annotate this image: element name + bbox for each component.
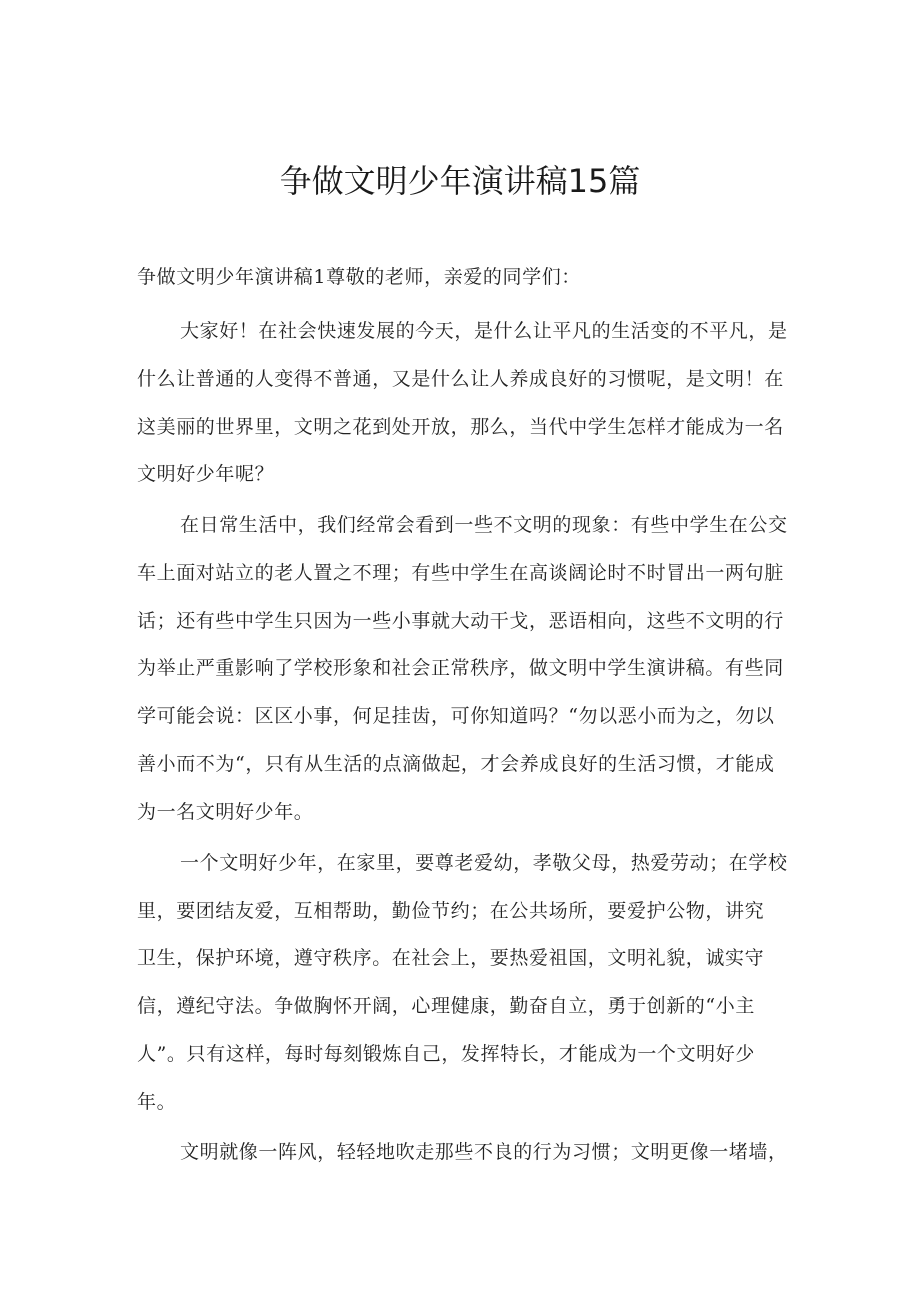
- text-line: 车上面对站立的老人置之不理；有些中学生在高谈阔论时不时冒出一两句脏: [137, 562, 784, 584]
- text-line: 人”。只有这样，每时每刻锻炼自己，发挥特长，才能成为一个文明好少: [137, 1043, 755, 1065]
- text-line: 学可能会说：区区小事，何足挂齿，可你知道吗？“勿以恶小而为之，勿以: [137, 705, 775, 727]
- text-line: 卫生，保护环境，遵守秩序。在社会上，要热爱祖国，文明礼貌，诚实守: [137, 947, 765, 969]
- document-title: 争做文明少年演讲稿15篇: [279, 162, 641, 200]
- text-line: 话；还有些中学生只因为一些小事就大动干戈，恶语相向，这些不文明的行: [137, 610, 784, 632]
- text-line-salutation: 争做文明少年演讲稿1尊敬的老师，亲爱的同学们：: [137, 266, 581, 288]
- text-line: 为一名文明好少年。: [137, 801, 314, 823]
- text-line: 大家好！在社会快速发展的今天，是什么让平凡的生活变的不平凡，是: [180, 320, 788, 342]
- text-line: 信，遵纪守法。争做胸怀开阔，心理健康，勤奋自立，勇于创新的“小主: [137, 995, 755, 1017]
- text-line: 文明就像一阵风，轻轻地吹走那些不良的行为习惯；文明更像一堵墙，: [180, 1141, 788, 1163]
- text-line: 一个文明好少年，在家里，要尊老爱幼，孝敬父母，热爱劳动；在学校: [180, 852, 788, 874]
- text-line: 这美丽的世界里，文明之花到处开放，那么，当代中学生怎样才能成为一名: [137, 416, 784, 438]
- text-line: 为举止严重影响了学校形象和社会正常秩序，做文明中学生演讲稿。有些同: [137, 657, 784, 679]
- text-line: 文明好少年呢？: [137, 463, 275, 485]
- text-line: 年。: [137, 1091, 177, 1113]
- text-line: 什么让普通的人变得不普通，又是什么让人养成良好的习惯呢，是文明！在: [137, 368, 784, 390]
- text-line: 善小而不为“，只有从生活的点滴做起，才会养成良好的生活习惯，才能成: [137, 753, 775, 775]
- text-line: 里，要团结友爱，互相帮助，勤俭节约；在公共场所，要爱护公物，讲究: [137, 900, 765, 922]
- text-line: 在日常生活中，我们经常会看到一些不文明的现象：有些中学生在公交: [180, 514, 788, 536]
